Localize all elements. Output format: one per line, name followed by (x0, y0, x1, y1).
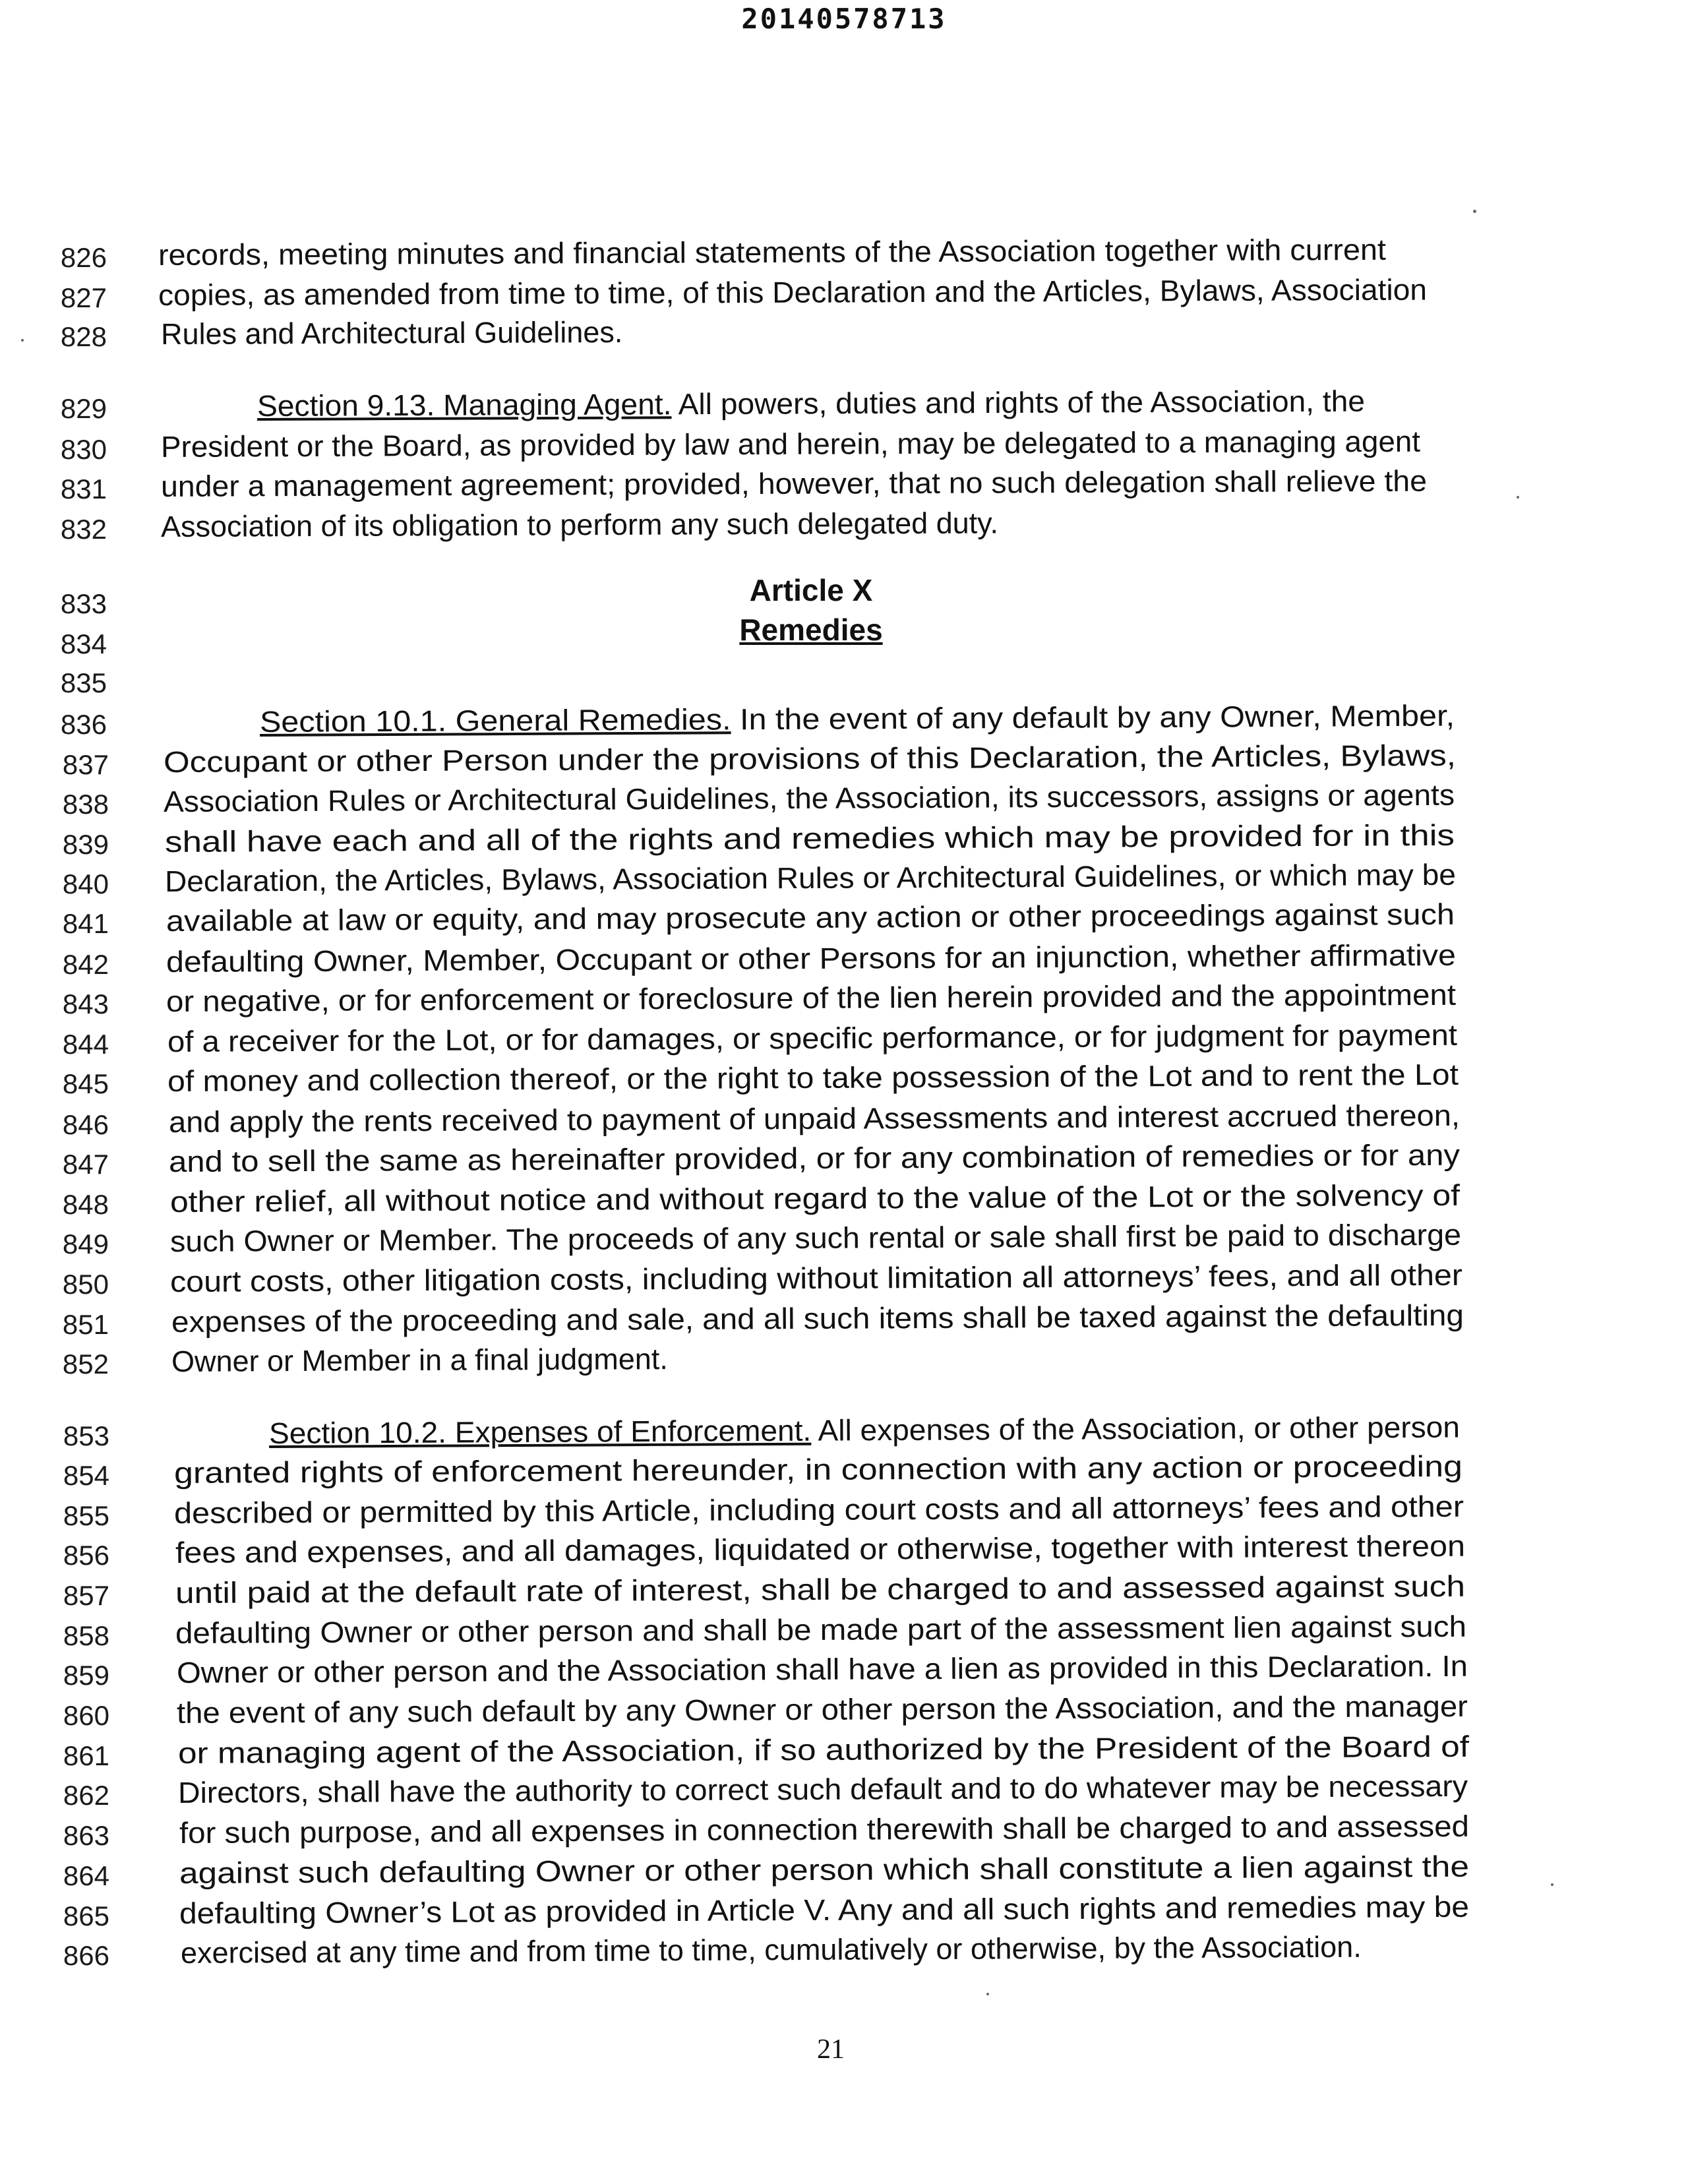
line-text: shall have each and all of the rights and remedies which may be provided for in this (164, 818, 1455, 859)
document-line (165, 820, 1455, 857)
line-number: 838 (62, 789, 109, 820)
document-line (171, 1344, 668, 1376)
line-text: such Owner or Member. The proceeds of any such rental or sale shall first be paid to discharge (169, 1217, 1462, 1258)
line-text: In the event of any default by any Owner, Member, (731, 698, 1455, 737)
document-line (269, 1412, 1460, 1448)
document-line (174, 1451, 1462, 1488)
document-line (169, 1217, 1462, 1258)
scan-speck (1473, 210, 1476, 213)
article-title: Article X (749, 573, 873, 607)
page-number: 21 (817, 2034, 845, 2065)
document-line (168, 1098, 1461, 1139)
document-line (167, 1057, 1459, 1098)
scan-speck (986, 1993, 989, 1995)
document-line (166, 977, 1457, 1018)
line-number: 826 (60, 242, 107, 273)
line-number: 866 (63, 1940, 109, 1971)
line-text: All powers, duties and rights of the Association, the (671, 384, 1366, 421)
line-number: 832 (60, 514, 107, 545)
document-line (175, 1531, 1465, 1567)
line-number: 830 (60, 434, 107, 465)
line-text: exercised at any time and from time to time, cumulatively or otherwise, by the Association. (180, 1929, 1362, 1970)
line-number: 847 (62, 1149, 109, 1180)
line-number: 862 (63, 1780, 109, 1811)
line-number: 856 (63, 1540, 109, 1571)
document-line (257, 386, 1365, 421)
line-text: Association of its obligation to perform any such delegated duty. (160, 506, 999, 543)
document-line (161, 508, 998, 541)
line-number: 831 (60, 473, 107, 504)
line-text: court costs, other litigation costs, including without limitation all attorneys’ fees, and all other (169, 1258, 1463, 1298)
document-line (171, 1300, 1464, 1337)
line-number: 865 (63, 1900, 109, 1931)
line-number: 844 (62, 1029, 109, 1060)
line-number: 852 (62, 1349, 109, 1380)
scan-speck (1517, 496, 1519, 499)
line-number: 842 (62, 949, 109, 980)
line-number: 837 (62, 749, 109, 780)
line-text: defaulting Owner, Member, Occupant or other Persons for an injunction, whether affirmative (166, 938, 1457, 979)
document-line (170, 1260, 1462, 1296)
document-line (166, 899, 1455, 936)
line-text: Declaration, the Articles, Bylaws, Association Rules or Architectural Guidelines, or which may be (164, 857, 1457, 898)
line-text: copies, as amended from time to time, of this Declaration and the Articles, Bylaws, Association (158, 272, 1428, 312)
line-number: 861 (63, 1740, 109, 1771)
line-text: of a receiver for the Lot, or for damages, or specific performance, or for judgment for payment (167, 1017, 1458, 1058)
line-number: 853 (63, 1420, 109, 1451)
line-number: 833 (60, 588, 107, 619)
line-number: 845 (62, 1068, 109, 1099)
line-text: defaulting Owner’s Lot as provided in Article V. Any and all such rights and remedies may be (179, 1889, 1470, 1930)
line-text: other relief, all without notice and without regard to the value of the Lot or the solvency of (169, 1178, 1461, 1219)
document-line (179, 1849, 1470, 1890)
line-number: 839 (62, 829, 109, 860)
line-text: fees and expenses, and all damages, liquidated or otherwise, together with interest thereon (175, 1529, 1466, 1569)
line-number: 854 (63, 1460, 109, 1491)
document-number: 20140578713 (741, 3, 947, 35)
line-text: or managing agent of the Association, if so authorized by the President of the Board of (177, 1729, 1470, 1770)
scan-speck (1551, 1883, 1553, 1886)
line-number: 859 (63, 1660, 109, 1691)
document-line (164, 857, 1457, 898)
line-text: and to sell the same as hereinafter provided, or for any combination of remedies or for any (168, 1138, 1461, 1178)
line-text: until paid at the default rate of interest, shall be charged to and assessed against such (175, 1569, 1466, 1610)
line-number: 836 (60, 709, 107, 740)
document-line (166, 940, 1456, 977)
line-text: Directors, shall have the authority to correct such default and to do whatever may be necessary (177, 1769, 1468, 1809)
line-text: for such purpose, and all expenses in connection therewith shall be charged to and assessed (179, 1809, 1470, 1850)
line-text: under a management agreement; provided, however, that no such delegation shall relieve the (160, 464, 1428, 503)
line-number: 840 (62, 868, 109, 899)
document-line (161, 466, 1427, 501)
document-line (163, 777, 1455, 818)
line-number: 850 (62, 1269, 109, 1300)
line-number: 828 (60, 321, 107, 352)
line-number: 858 (63, 1620, 109, 1651)
line-number: 834 (60, 628, 107, 659)
line-text: President or the Board, as provided by law and herein, may be delegated to a managing agent (160, 424, 1421, 464)
line-number: 855 (63, 1500, 109, 1531)
document-line (175, 1571, 1465, 1608)
line-number: 848 (62, 1189, 109, 1220)
document-line (161, 317, 623, 349)
line-text: against such defaulting Owner or other person which shall constitute a lien against the (179, 1849, 1470, 1890)
line-number: 849 (62, 1228, 109, 1259)
article-subtitle: Remedies (739, 613, 883, 647)
line-text: Occupant or other Person under the provisions of this Declaration, the Articles, Bylaws, (163, 738, 1457, 779)
document-line (158, 272, 1428, 312)
line-text: Owner or Member in a final judgment. (171, 1342, 668, 1378)
document-line (158, 232, 1387, 272)
line-number: 841 (62, 908, 109, 939)
line-text: defaulting Owner or other person and shall be made part of the assessment lien against such (175, 1609, 1467, 1650)
line-number: 864 (63, 1860, 109, 1891)
document-line (180, 1929, 1362, 1970)
line-number: 857 (63, 1580, 109, 1611)
scan-speck (21, 339, 24, 342)
line-text: Association Rules or Architectural Guidelines, the Association, its successors, assigns or agents (163, 777, 1455, 818)
line-text: granted rights of enforcement hereunder, in connection with any action or proceeding (173, 1449, 1463, 1490)
line-number: 863 (63, 1820, 109, 1851)
line-number: 835 (60, 667, 107, 698)
document-line (178, 1771, 1468, 1807)
document-line (177, 1691, 1468, 1728)
line-text: records, meeting minutes and financial statements of the Association together with current (158, 232, 1387, 272)
line-text: the event of any such default by any Owner or other person the Association, and the manager (176, 1689, 1468, 1730)
line-number: 851 (62, 1309, 109, 1340)
document-line (177, 1651, 1468, 1687)
line-text: Rules and Architectural Guidelines. (160, 315, 623, 351)
line-text: and apply the rents received to payment of unpaid Assessments and interest accrued thereon, (168, 1098, 1461, 1139)
document-line (160, 424, 1421, 464)
section-heading: Section 9.13. Managing Agent. (256, 387, 672, 423)
document-line (179, 1811, 1469, 1848)
line-text: of money and collection thereof, or the right to take possession of the Lot and to rent the Lot (167, 1057, 1459, 1098)
line-text: All expenses of the Association, or other person (811, 1410, 1461, 1447)
line-text: described or permitted by this Article, including court costs and all attorneys’ fees and other (173, 1489, 1464, 1530)
line-number: 829 (60, 393, 107, 424)
line-number: 860 (63, 1700, 109, 1731)
document-line (167, 1017, 1458, 1058)
line-text: or negative, or for enforcement or foreclosure of the lien herein provided and the appointment (166, 977, 1457, 1018)
section-heading: Section 10.1. General Remedies. (259, 702, 731, 739)
document-line (173, 1489, 1464, 1530)
section-heading: Section 10.2. Expenses of Enforcement. (268, 1413, 812, 1450)
line-number: 843 (62, 988, 109, 1019)
document-line (175, 1609, 1467, 1650)
document-line (169, 1140, 1460, 1176)
document-line (177, 1729, 1470, 1770)
document-line (170, 1180, 1460, 1217)
line-text: Owner or other person and the Association shall have a lien as provided in this Declaration. In (176, 1649, 1468, 1689)
document-line (179, 1889, 1470, 1930)
line-number: 827 (60, 282, 107, 313)
document-line (163, 738, 1457, 779)
line-text: available at law or equity, and may prosecute any action or other proceedings against such (166, 897, 1455, 938)
line-number: 846 (62, 1109, 109, 1140)
line-text: expenses of the proceeding and sale, and all such items shall be taxed against the defaulting (171, 1298, 1464, 1339)
document-line (259, 698, 1455, 739)
